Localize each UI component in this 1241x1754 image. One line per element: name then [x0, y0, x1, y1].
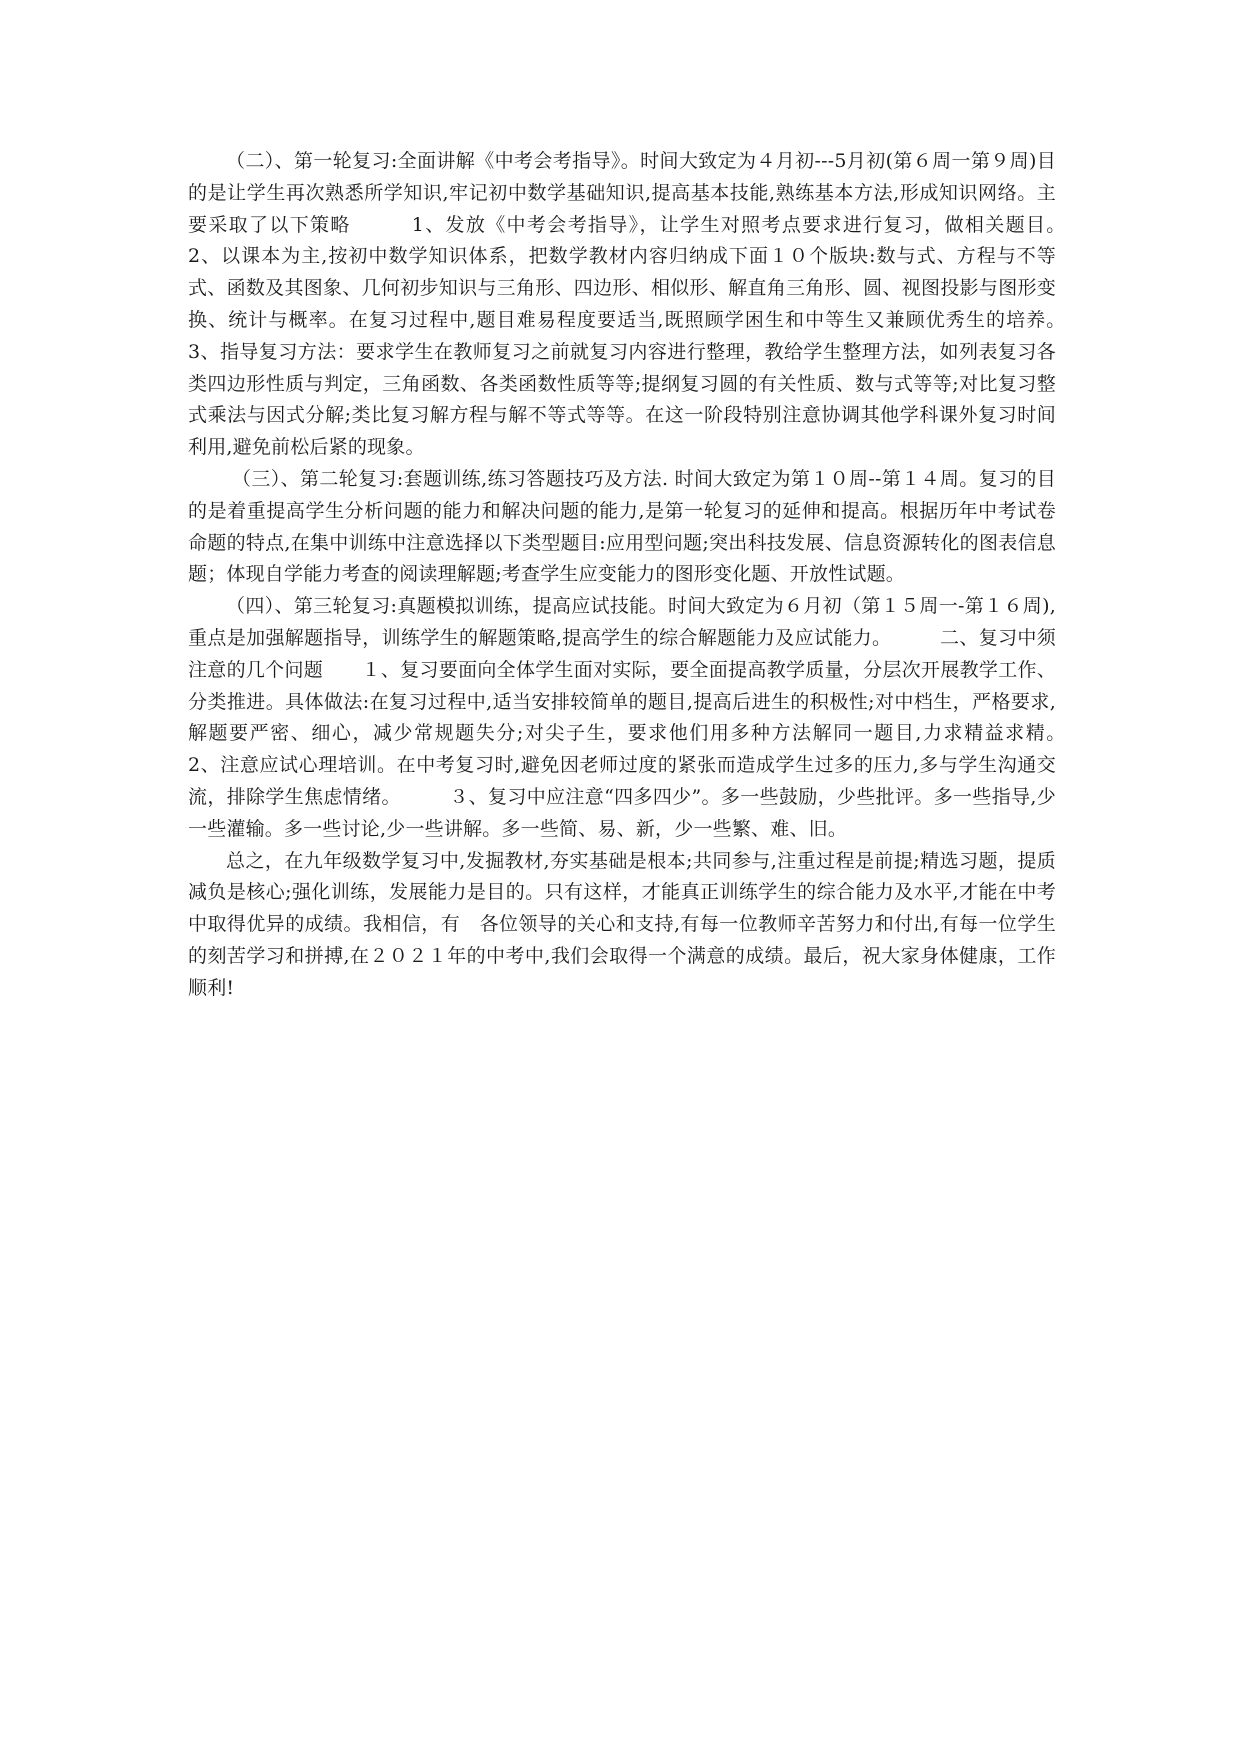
paragraph-conclusion: 总之，在九年级数学复习中,发掘教材,夯实基础是根本;共同参与,注重过程是前提;精选习题，提质减负是核心;强化训练，发展能力是目的。只有这样，才能真正训练学生的综合能力及水平,才能在中考中取得优异的成绩。我相信，有 各位领导的关心和支持,有每一位教师辛苦努力和付出,有每一位学生的刻苦学习和拼搏,在２０２１年的中考中,我们会取得一个满意的成绩。最后，祝大家身体健康，工作顺利! [188, 849, 1056, 999]
paragraph-first-round-review: （二）、第一轮复习:全面讲解《中考会考指导》。时间大致定为４月初---5月初(第６周一第９周)目的是让学生再次熟悉所学知识,牢记初中数学基础知识,提高基本技能,熟练基本方法,形成知识网络。主要采取了以下策略 1、发放《中考会考指导》，让学生对照考点要求进行复习，做相关题目。 2、以课本为主,按初中数学知识体系，把数学教材内容归纳成下面１０个版块:数与式、方程与不等式、函数及其图象、几何初步知识与三角形、四边形、相似形、解直角三角形、圆、视图投影与图形变换、统计与概率。在复习过程中,题目难易程度要适当,既照顾学困生和中等生又兼顾优秀生的培养。 3、指导复习方法：要求学生在教师复习之前就复习内容进行整理，教给学生整理方法，如列表复习各类四边形性质与判定，三角函数、各类函数性质等等;提纲复习圆的有关性质、数与式等等;对比复习整式乘法与因式分解;类比复习解方程与解不等式等等。在这一阶段特别注意协调其他学科课外复习时间利用,避免前松后紧的现象。 [188, 150, 1114, 459]
document-body [188, 146, 1114, 1005]
paragraph-third-round-review: （四）、第三轮复习:真题模拟训练，提高应试技能。时间大致定为６月初（第１５周一-第１６周),重点是加强解题指导，训练学生的解题策略,提高学生的综合解题能力及应试能力。 二、复习中须注意的几个问题 １、复习要面向全体学生面对实际，要全面提高教学质量，分层次开展教学工作、分类推进。具体做法:在复习过程中,适当安排较简单的题目,提高后进生的积极性;对中档生，严格要求,解题要严密、细心，减少常规题失分;对尖子生，要求他们用多种方法解同一题目,力求精益求精。 2、注意应试心理培训。在中考复习时,避免因老师过度的紧张而造成学生过多的压力,多与学生沟通交流，排除学生焦虑情绪。 ３、复习中应注意“四多四少”。多一些鼓励，少些批评。多一些指导,少一些灌输。多一些讨论,少一些讲解。多一些简、易、新，少一些繁、难、旧。 [188, 595, 1095, 840]
paragraph-second-round-review: （三）、第二轮复习:套题训练,练习答题技巧及方法. 时间大致定为第１０周--第１４周。复习的目的是着重提高学生分析问题的能力和解决问题的能力,是第一轮复习的延伸和提高。根据历年中考试卷命题的特点,在集中训练中注意选择以下类型题目:应用型问题;突出科技发展、信息资源转化的图表信息题；体现自学能力考查的阅读理解题;考查学生应变能力的图形变化题、开放性试题。 [188, 467, 1056, 586]
